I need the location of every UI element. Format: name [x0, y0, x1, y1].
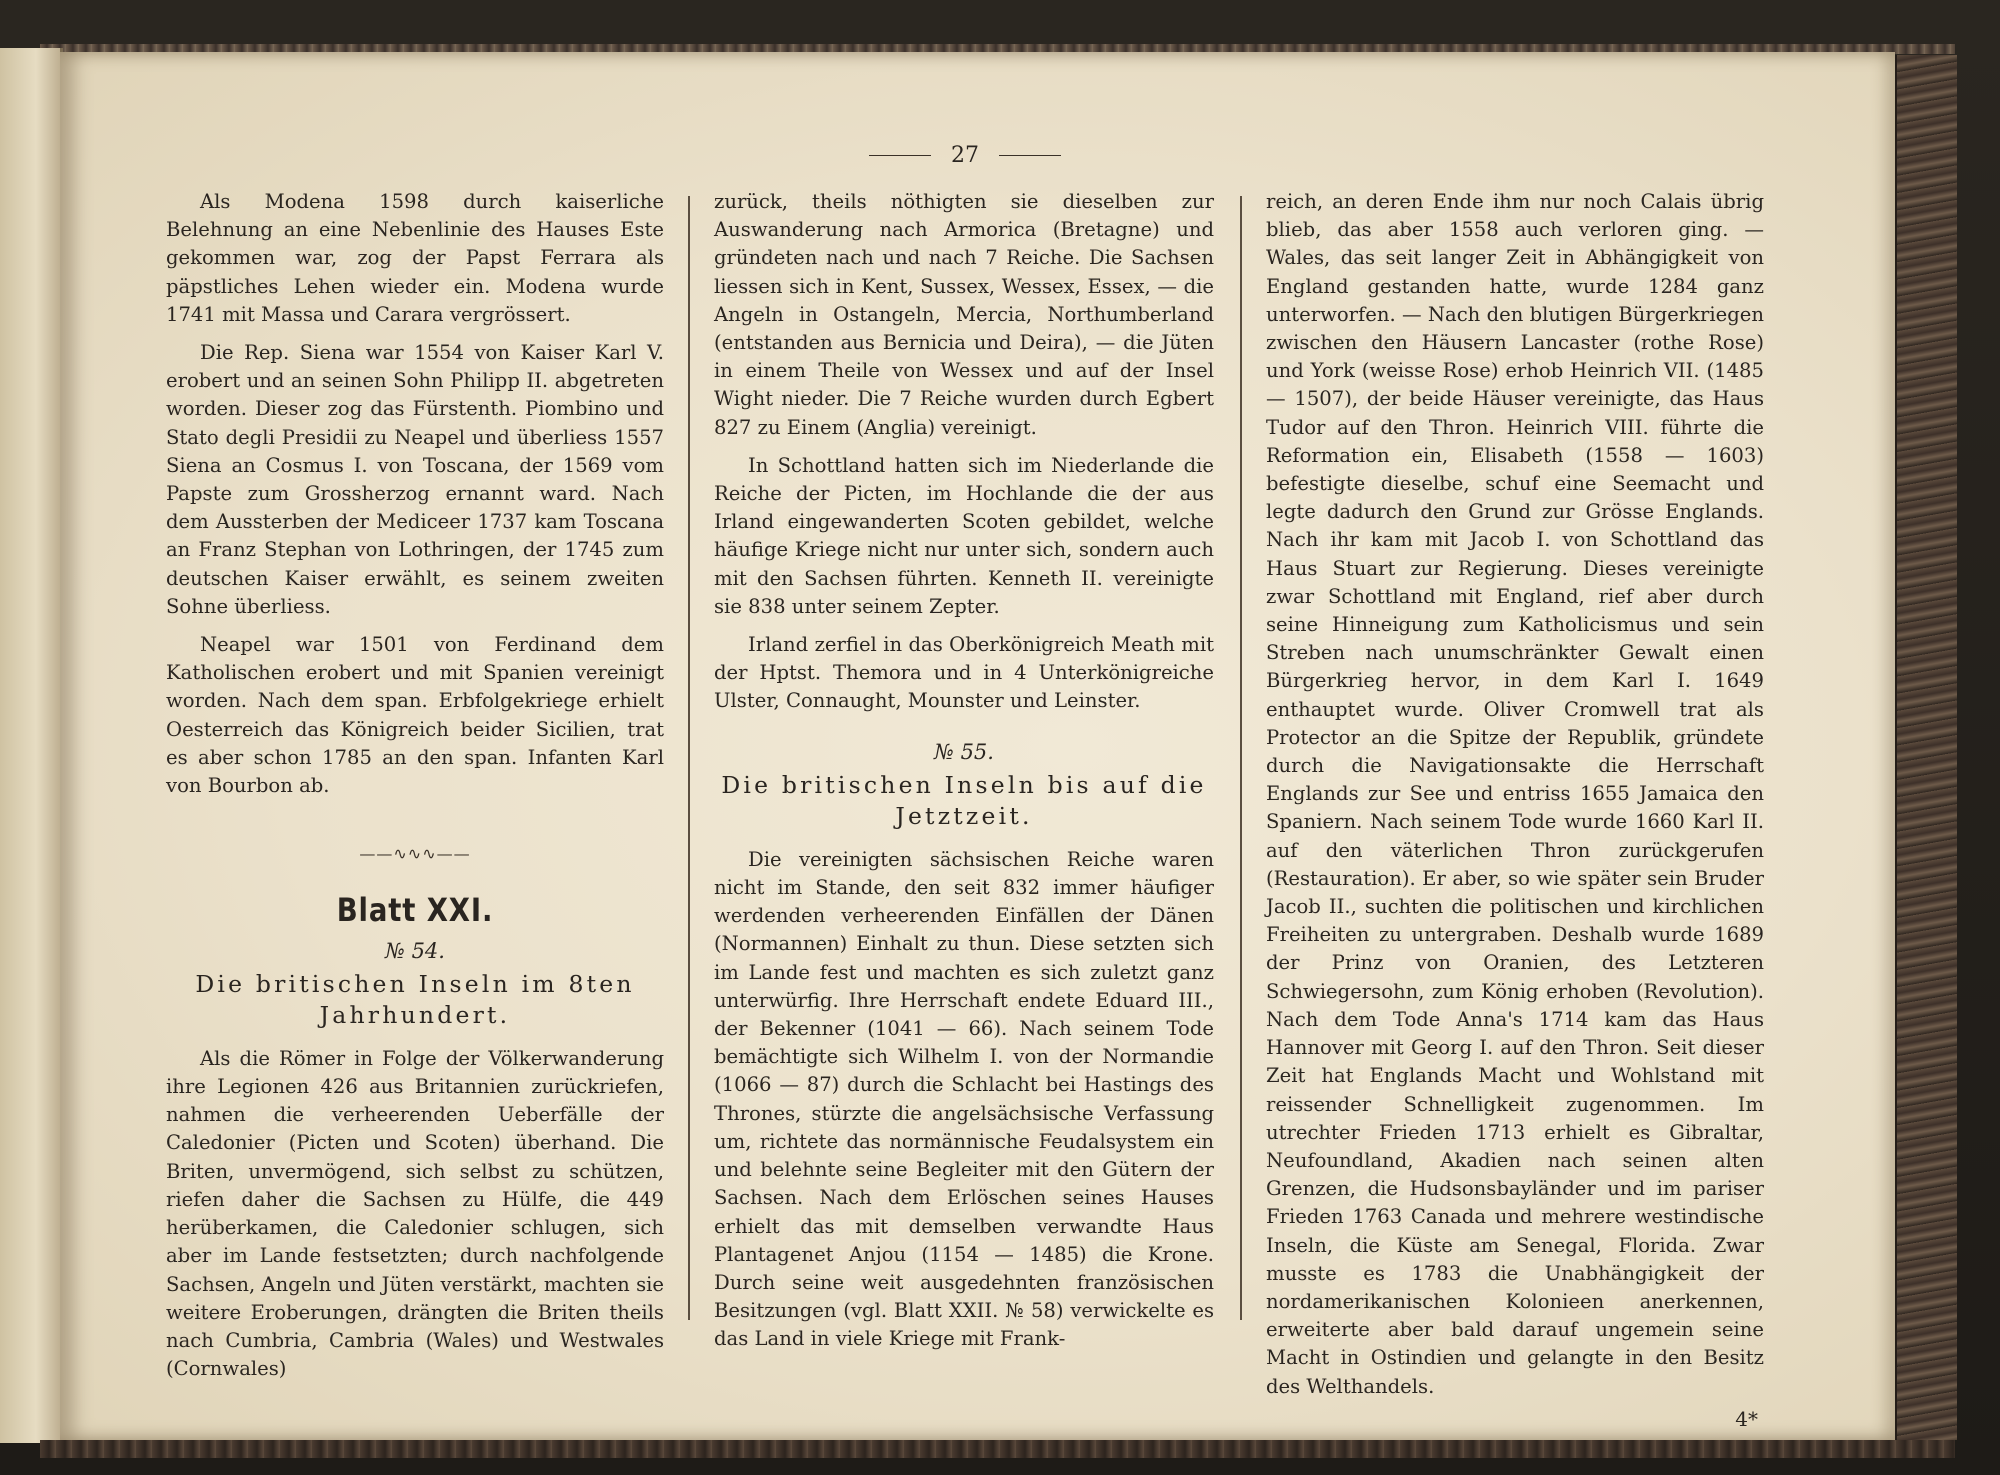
printer-signature-mark: 4* — [1735, 1406, 1758, 1431]
paragraph-neapel: Neapel war 1501 von Ferdinand dem Katholischen erobert und mit Spanien vereinigt worden. Nach dem span. Erbfolgekriege erhielt Oesterreich das Königreich beider Sicilien, trat es aber schon 1785 an den span. Infanten Karl von Bourbon ab. — [166, 633, 664, 798]
paragraph-ireland: Irland zerfiel in das Oberkönigreich Meath mit der Hptst. Themora und in 4 Unterkönigreiche Ulster, Connaught, Mounster und Leinster. — [714, 633, 1214, 713]
paragraph-siena: Die Rep. Siena war 1554 von Kaiser Karl V. erobert und an seinen Sohn Philipp II. abgetreten worden. Dieser zog das Fürstenth. Piombino und Stato degli Presidii zu Neapel und überliess 1557 Siena an Cosmus I. von Toscana, der 1569 vom Papste zum Grossherzog ernannt ward. Nach dem Aussterben der Mediceer 1737 kam Toscana an Franz Stephan von Lothringen, der 1745 zum deutschen Kaiser erwählt, es seinem zweiten Sohne überliess. — [166, 341, 664, 618]
section-heading-55: Die britischen Inseln bis auf die Jetztzeit. — [721, 770, 1207, 830]
paragraph-danes-normans: Die vereinigten sächsischen Reiche waren nicht im Stande, den seit 832 immer häufiger werdenden verheerenden Einfällen der Dänen (Normannen) Einhalt zu thun. Diese setzten sich im Lande fest und machten es sich zuletzt ganz unterwürfig. Ihre Herrschaft endete Eduard III., der Bekenner (1041 — 66). Nach seinem Tode bemächtigte sich Wilhelm I. von der Normandie (1066 — 87) durch die Schlacht bei Hastings des Thrones, stürzte die angelsächsische Verfassung um, richtete das normännische Feudalsystem ein und belehnte seine Begleiter mit den Gütern der Sachsen. Nach dem Erlöschen seines Hauses erhielt das mit demselben verwandte Haus Plantagenet Anjou (1154 — 1485) die Krone. Durch seine weit ausgedehnten französischen Besitzungen (vgl. Blatt XXII. № 58) verwickelte es das Land in viele Kriege mit Frank- — [714, 847, 1214, 1351]
column-2 — [714, 188, 1214, 1364]
page-number: 27 — [951, 142, 979, 168]
paragraph-roman-withdrawal: Als die Römer in Folge der Völkerwanderung ihre Legionen 426 aus Britannien zurückriefen, nahmen die verheerenden Ueberfälle der Caledonier (Picten und Scoten) überhand. Die Briten, unvermögend, sich selbst zu schützen, riefen daher die Sachsen zu Hülfe, die 449 herüberkamen, die Caledonier schlugen, sich aber im Lande festsetzten; durch nachfolgende Sachsen, Angeln und Jüten verstärkt, machten sie weitere Eroberungen, drängten die Briten theils nach Cumbria, Cambria (Wales) und Westwales (Cornwales) — [166, 1046, 664, 1381]
column-rule-1 — [688, 196, 690, 1320]
page-number-header — [855, 140, 1075, 170]
column-3 — [1266, 188, 1764, 1433]
left-page-edge — [0, 48, 63, 1443]
sheet-title: Blatt XXI. — [336, 891, 494, 930]
bottom-cover-edge — [40, 1440, 1955, 1458]
paragraph-scotland: In Schottland hatten sich im Niederlande die Reiche der Picten, im Hochlande die der aus Irland eingewanderten Scoten gebildet, welche häufige Kriege nicht nur unter sich, sondern auch mit den Sachsen führten. Kenneth II. vereinigte sie 838 unter seinem Zepter. — [714, 453, 1214, 618]
column-1 — [166, 188, 664, 1393]
column-rule-2 — [1240, 196, 1242, 1320]
paragraph-modena: Als Modena 1598 durch kaiserliche Belehnung an eine Nebenlinie des Hauses Este gekommen war, zog der Papst Ferrara als päpstliches Lehen wieder ein. Modena wurde 1741 mit Massa und Carara vergrössert. — [166, 190, 664, 326]
marbled-cover-edge — [1895, 55, 1957, 1440]
header-rule-right — [999, 155, 1061, 156]
paragraph-england-history: reich, an deren Ende ihm nur noch Calais übrig blieb, das aber 1558 auch verloren ging. — Wales, das seit langer Zeit in Abhängigkeit von England gestanden hatte, wurde 1284 ganz unterworfen. — Nach den blutigen Bürgerkriegen zwischen den Häusern Lancaster (rothe Rose) und York (weisse Rose) erhob Heinrich VII. (1485 — 1507), der beide Häuser vereinigte, das Haus Tudor auf den Thron. Heinrich VIII. führte die Reformation ein, Elisabeth (1558 — 1603) befestigte dieselbe, schuf eine Seemacht und legte dadurch den Grund zur Grösse Englands. Nach ihr kam mit Jacob I. von Schottland das Haus Stuart zur Regierung. Dieses vereinigte zwar Schottland mit England, rief aber durch seine Hinneigung zum Katholicismus und sein Streben nach unumschränkter Gewalt einen Bürgerkrieg hervor, in dem Karl I. 1649 enthauptet wurde. Oliver Cromwell trat als Protector an die Spitze der Republik, gründete durch die Navigationsakte die Herrschaft Englands zur See und entriss 1655 Jamaica den Spaniern. Nach seinem Tode wurde 1660 Karl II. auf den väterlichen Thron zurückgerufen (Restauration). Er aber, so wie später sein Bruder Jacob II., suchten die politischen und kirchlichen Freiheiten zu untergraben. Deshalb wurde 1689 der Prinz von Oranien, des Letzteren Schwiegersohn, zum König erhoben (Revolution). Nach dem Tode Anna's 1714 kam das Haus Hannover mit Georg I. auf den Thron. Seit dieser Zeit hat Englands Macht und Wohlstand mit reissender Schnelligkeit zugenommen. Im utrechter Frieden 1713 erhielt es Gibraltar, Neufoundland, Akadien nach seinen alten Grenzen, die Hudsonsbayländer und im pariser Frieden 1763 Canada und mehrere westindische Inseln, die Küste am Senegal, Florida. Zwar musste es 1783 die Unabhängigkeit der nordamerikanischen Kolonieen anerkennen, erweiterte aber bald darauf ungemein seine Macht in Ostindien und gelangte in den Besitz des Welthandels. — [1266, 190, 1764, 1398]
section-number-55: № 55. — [934, 739, 994, 764]
section-heading-54: Die britischen Inseln im 8ten Jahrhundert. — [195, 969, 635, 1029]
paragraph-saxon-kingdoms: zurück, theils nöthigten sie dieselben zur Auswanderung nach Armorica (Bretagne) und gründeten nach und nach 7 Reiche. Die Sachsen liessen sich in Kent, Sussex, Wessex, Essex, — die Angeln in Ostangeln, Mercia, Northumberland (entstanden aus Bernicia und Deira), — die Jüten in einem Theile von Wessex und auf der Insel Wight nieder. Die 7 Reiche wurden durch Egbert 827 zu Einem (Anglia) vereinigt. — [714, 190, 1214, 439]
section-ornament: ——∿∿∿—— — [359, 844, 471, 864]
section-number-54: № 54. — [385, 938, 445, 963]
header-rule-left — [869, 155, 931, 156]
